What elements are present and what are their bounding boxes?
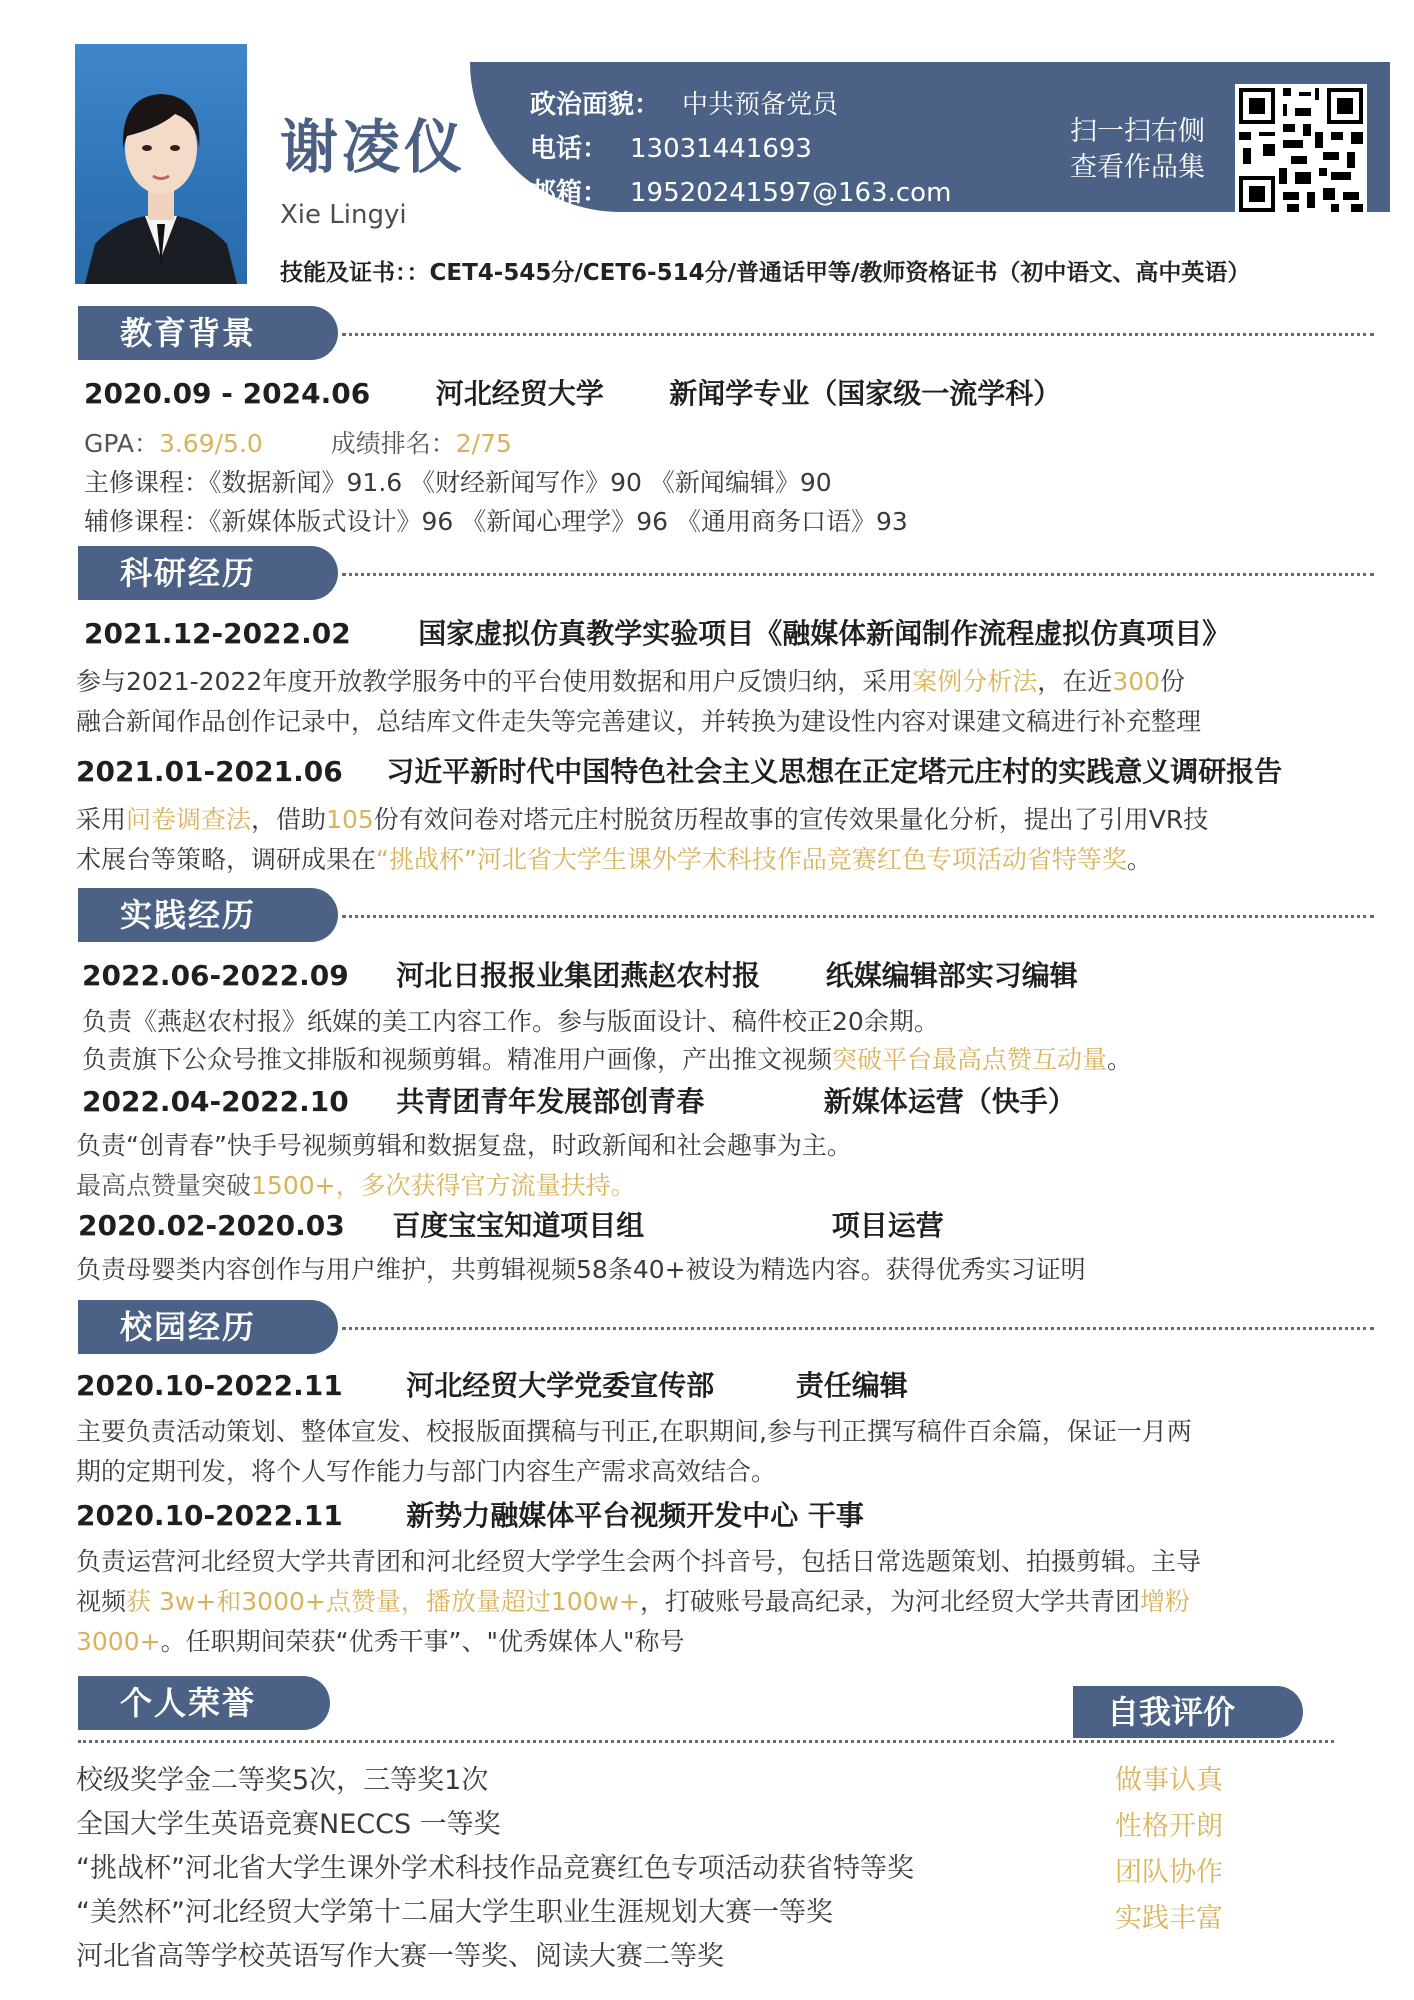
practice-item-2-header bbox=[82, 1080, 1076, 1120]
campus-2-org: 新势力融媒体平台视频开发中心 干事 bbox=[406, 1499, 864, 1532]
practice-1-period: 2022.06-2022.09 bbox=[82, 959, 349, 992]
honor-item: 全国大学生英语竞赛NECCS 一等奖 bbox=[76, 1809, 501, 1840]
rank-value: 2/75 bbox=[455, 429, 512, 458]
text: 术展台等策略，调研成果在 bbox=[76, 845, 377, 874]
campus-item-1-header bbox=[76, 1364, 908, 1404]
practice-2-org: 共青团青年发展部创青春 bbox=[396, 1085, 705, 1118]
research-2-line-1 bbox=[76, 800, 1208, 836]
text: 。任职期间荣获“优秀干事”、"优秀媒体人"称号 bbox=[160, 1627, 685, 1656]
practice-2-line-2 bbox=[76, 1166, 636, 1202]
research-item-2-header bbox=[76, 750, 1282, 790]
education-school: 河北经贸大学 bbox=[435, 377, 604, 410]
highlight: 105 bbox=[326, 805, 374, 834]
practice-item-3-header bbox=[78, 1204, 944, 1244]
self-eval-item: 团队协作 bbox=[1115, 1857, 1223, 1888]
highlight: 300 bbox=[1112, 667, 1161, 696]
research-1-line-1 bbox=[76, 662, 1185, 698]
campus-2-line-2 bbox=[76, 1582, 1190, 1618]
campus-1-period: 2020.10-2022.11 bbox=[76, 1369, 343, 1402]
practice-1-line-2 bbox=[82, 1040, 1132, 1076]
section-divider bbox=[342, 915, 1374, 918]
campus-item-2-header bbox=[76, 1494, 864, 1534]
section-tab-self-eval: 自我评价 bbox=[1073, 1686, 1303, 1738]
campus-2-line-3 bbox=[76, 1622, 684, 1658]
rank-label: 成绩排名： bbox=[330, 429, 456, 458]
practice-2-period: 2022.04-2022.10 bbox=[82, 1085, 349, 1118]
gpa-label: GPA： bbox=[84, 429, 159, 458]
research-item-1-header bbox=[84, 612, 1230, 652]
research-1-name: 国家虚拟仿真教学实验项目《融媒体新闻制作流程虚拟仿真项目》 bbox=[418, 617, 1231, 650]
section-divider bbox=[342, 573, 1374, 576]
text: ，在近 bbox=[1037, 667, 1113, 696]
highlight: 增粉 bbox=[1139, 1587, 1190, 1616]
education-header-row bbox=[84, 372, 1061, 412]
highlight: 问卷调查法 bbox=[126, 805, 252, 834]
section-divider bbox=[78, 1740, 1334, 1743]
email-value: 19520241597@163.com bbox=[630, 178, 952, 208]
scan-line-1: 扫一扫右侧 bbox=[1070, 116, 1205, 147]
text: 。 bbox=[1126, 845, 1152, 874]
campus-2-period: 2020.10-2022.11 bbox=[76, 1499, 343, 1532]
section-tab-research: 科研经历 bbox=[78, 546, 338, 600]
self-eval-item: 性格开朗 bbox=[1115, 1811, 1223, 1842]
phone-row bbox=[530, 128, 812, 165]
campus-1-role: 责任编辑 bbox=[795, 1369, 908, 1402]
text: 份 bbox=[1160, 667, 1186, 696]
candidate-name: 谢凌仪 bbox=[280, 113, 467, 181]
highlight: “挑战杯”河北省大学生课外学术科技作品竞赛红色专项活动省特等奖 bbox=[376, 845, 1127, 874]
self-eval-item: 实践丰富 bbox=[1115, 1903, 1223, 1934]
section-divider bbox=[342, 333, 1374, 336]
honor-item: “挑战杯”河北省大学生课外学术科技作品竞赛红色专项活动获省特等奖 bbox=[76, 1853, 914, 1884]
contact-banner bbox=[470, 62, 1390, 212]
text: ，借助 bbox=[251, 805, 327, 834]
highlight: 突破平台最高点赞互动量 bbox=[832, 1045, 1108, 1074]
campus-1-line-2: 期的定期刊发，将个人写作能力与部门内容生产需求高效结合。 bbox=[76, 1457, 777, 1486]
practice-1-line-1: 负责《燕赵农村报》纸媒的美工内容工作。参与版面设计、稿件校正20余期。 bbox=[82, 1007, 939, 1036]
text: 最高点赞量突破 bbox=[76, 1171, 252, 1200]
highlight: 案例分析法 bbox=[912, 667, 1038, 696]
self-eval-item: 做事认真 bbox=[1115, 1765, 1223, 1796]
honor-item: “美然杯”河北经贸大学第十二届大学生职业生涯规划大赛一等奖 bbox=[76, 1897, 833, 1928]
section-tab-honors: 个人荣誉 bbox=[78, 1676, 330, 1730]
practice-2-role: 新媒体运营（快手） bbox=[823, 1085, 1076, 1118]
section-tab-practice: 实践经历 bbox=[78, 888, 338, 942]
practice-3-period: 2020.02-2020.03 bbox=[78, 1209, 345, 1242]
honor-item: 河北省高等学校英语写作大赛一等奖、阅读大赛二等奖 bbox=[76, 1941, 724, 1972]
practice-1-role: 纸媒编辑部实习编辑 bbox=[825, 959, 1078, 992]
text: 负责旗下公众号推文排版和视频剪辑。精准用户画像，产出推文视频 bbox=[82, 1045, 833, 1074]
research-2-period: 2021.01-2021.06 bbox=[76, 755, 343, 788]
campus-1-org: 河北经贸大学党委宣传部 bbox=[406, 1369, 715, 1402]
phone-value: 13031441693 bbox=[630, 134, 812, 164]
practice-2-line-1: 负责“创青春”快手号视频剪辑和数据复盘，时政新闻和社会趣事为主。 bbox=[76, 1131, 852, 1160]
portfolio-hint bbox=[1070, 114, 1205, 186]
research-2-name: 习近平新时代中国特色社会主义思想在正定塔元庄村的实践意义调研报告 bbox=[386, 755, 1283, 788]
profile-photo bbox=[75, 44, 247, 284]
practice-3-role: 项目运营 bbox=[831, 1209, 944, 1242]
honor-item: 校级奖学金二等奖5次，三等奖1次 bbox=[76, 1765, 489, 1796]
political-label: 政治面貌： bbox=[530, 90, 661, 120]
section-divider bbox=[342, 1327, 1374, 1330]
qr-code-icon[interactable] bbox=[1235, 84, 1367, 216]
email-row bbox=[530, 172, 951, 209]
gpa-value: 3.69/5.0 bbox=[158, 429, 263, 458]
text: 视频 bbox=[76, 1587, 127, 1616]
practice-3-line-1: 负责母婴类内容创作与用户维护，共剪辑视频58条40+被设为精选内容。获得优秀实习证明 bbox=[76, 1255, 1086, 1284]
highlight: 获 3w+和3000+点赞量，播放量超过100w+ bbox=[126, 1587, 640, 1616]
email-label: 邮箱： bbox=[530, 178, 609, 208]
education-period: 2020.09 - 2024.06 bbox=[84, 377, 371, 410]
political-value: 中共预备党员 bbox=[682, 90, 839, 120]
political-row bbox=[530, 84, 838, 121]
section-tab-education: 教育背景 bbox=[78, 306, 338, 360]
candidate-name-en: Xie Lingyi bbox=[280, 200, 407, 230]
gpa-row bbox=[84, 424, 512, 460]
research-2-line-2 bbox=[76, 840, 1152, 876]
text: 份有效问卷对塔元庄村脱贫历程故事的宣传效果量化分析，提出了引用VR技 bbox=[373, 805, 1209, 834]
phone-label: 电话： bbox=[530, 134, 609, 164]
highlight: 3000+ bbox=[76, 1627, 161, 1656]
text: 。 bbox=[1107, 1045, 1133, 1074]
research-1-line-2: 融合新闻作品创作记录中，总结库文件走失等完善建议，并转换为建设性内容对课建文稿进行补充整理 bbox=[76, 707, 1202, 736]
campus-2-line-1: 负责运营河北经贸大学共青团和河北经贸大学学生会两个抖音号，包括日常选题策划、拍摄剪辑。主导 bbox=[76, 1547, 1202, 1576]
minor-courses: 辅修课程：《新媒体版式设计》96 《新闻心理学》96 《通用商务口语》93 bbox=[84, 507, 908, 536]
research-1-period: 2021.12-2022.02 bbox=[84, 617, 351, 650]
section-tab-campus: 校园经历 bbox=[78, 1300, 338, 1354]
text: 采用 bbox=[76, 805, 127, 834]
practice-1-org: 河北日报报业集团燕赵农村报 bbox=[396, 959, 761, 992]
highlight: 1500+，多次获得官方流量扶持。 bbox=[251, 1171, 636, 1200]
education-major: 新闻学专业（国家级一流学科） bbox=[669, 377, 1062, 410]
scan-line-2: 查看作品集 bbox=[1070, 152, 1205, 183]
major-courses: 主修课程：《数据新闻》91.6 《财经新闻写作》90 《新闻编辑》90 bbox=[84, 468, 832, 497]
skills-certificates: 技能及证书：：CET4-545分/CET6-514分/普通话甲等/教师资格证书（初中语文、高中英语） bbox=[280, 260, 1251, 286]
campus-1-line-1: 主要负责活动策划、整体宣发、校报版面撰稿与刊正,在职期间,参与刊正撰写稿件百余篇，保证一月两 bbox=[76, 1417, 1192, 1446]
practice-3-org: 百度宝宝知道项目组 bbox=[392, 1209, 645, 1242]
practice-item-1-header bbox=[82, 954, 1078, 994]
text: ，打破账号最高纪录，为河北经贸大学共青团 bbox=[639, 1587, 1140, 1616]
text: 参与2021-2022年度开放教学服务中的平台使用数据和用户反馈归纳，采用 bbox=[76, 667, 913, 696]
